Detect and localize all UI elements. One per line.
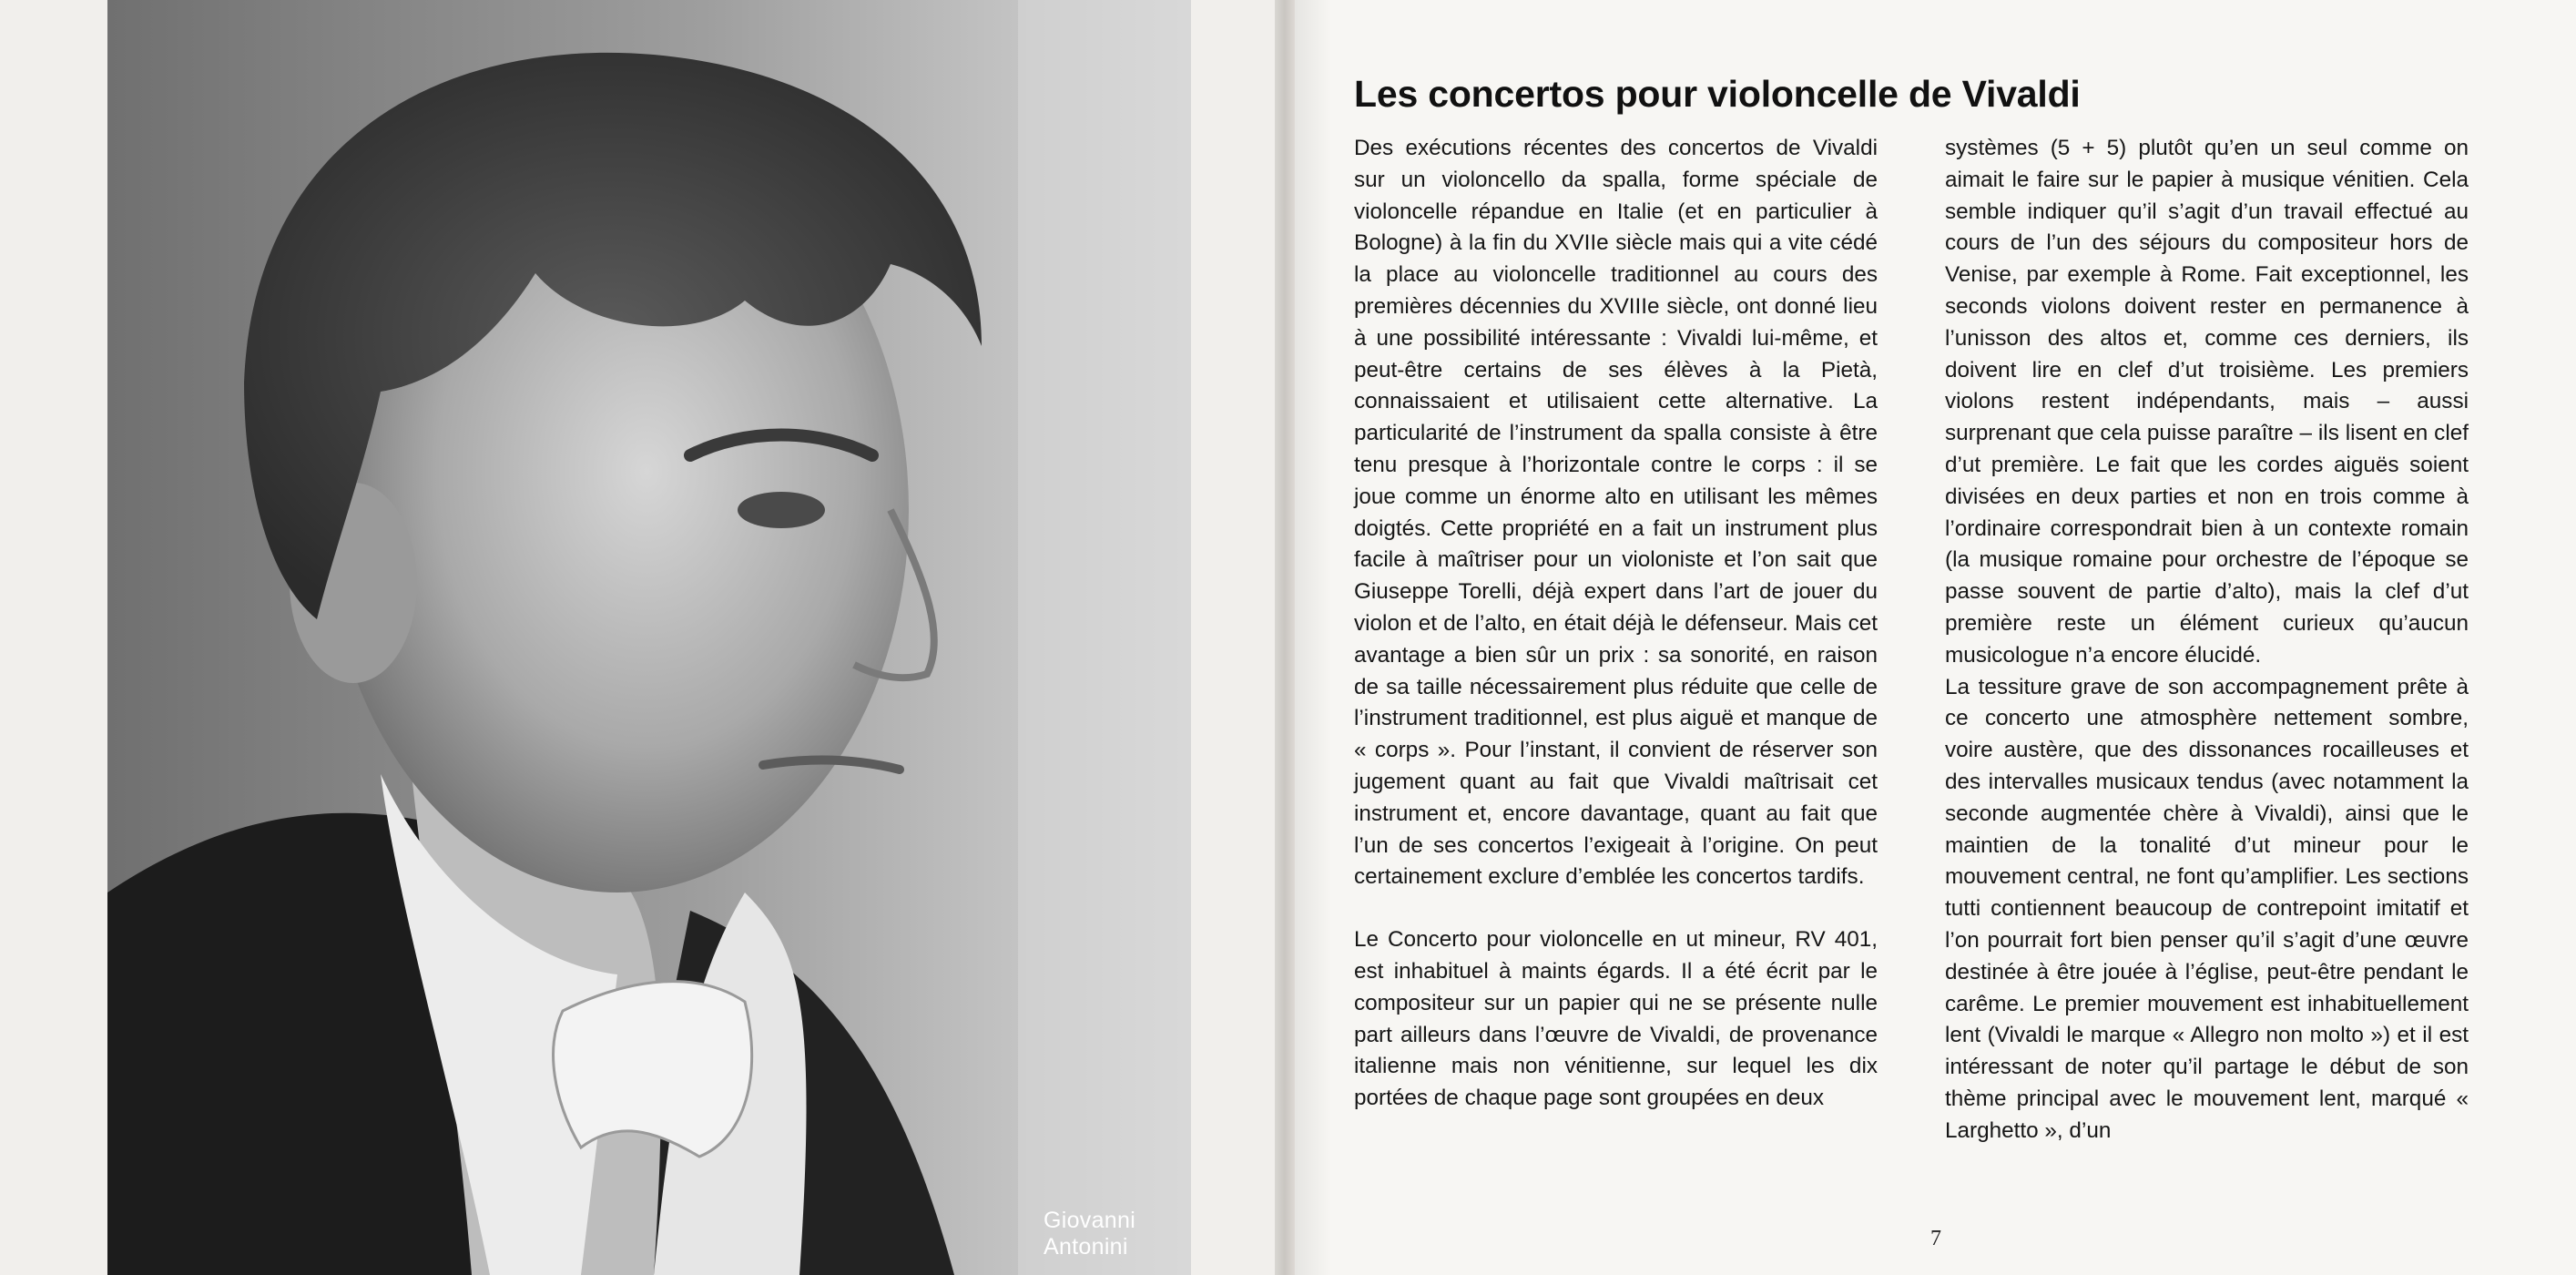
right-page xyxy=(1295,0,2576,1275)
photo-caption: Giovanni Antonini xyxy=(1044,1208,1136,1260)
text-column-left xyxy=(1354,133,1878,1115)
article-title: Les concertos pour violoncelle de Vivaldi xyxy=(1354,73,2081,115)
paragraph: La tessiture grave de son accompagnement prête à ce concerto une atmosphère nettement sombre, voire austère, que des dissonances rocailleuses et des intervalles musicaux tendus (avec notamment la seconde augmentée chère à Vivaldi), ainsi que le maintien de la tonalité d’ut mineur pour le mouvement central, ne font qu’amplifier. Les sections tutti contiennent beaucoup de contrepoint imitatif et l’on pourrait fort bien penser qu’il s’agit d’une œuvre destinée à être jouée à l’église, peut-être pendant le carême. Le premier mouvement est inhabituellement lent (Vivaldi le marque « Allegro non molto ») et il est intéressant de noter qu’il partage le début de son thème principal avec le mouvement lent, marqué « Larghetto », d’un xyxy=(1945,674,2469,1143)
paragraph: systèmes (5 + 5) plutôt qu’en un seul comme on aimait le faire sur le papier à musique vénitien. Cela semble indiquer qu’il s’agit d’un travail effectué au cours de l’un des séjours du compositeur hors de Venise, par exemple à Rome. Fait exceptionnel, les seconds violons doivent rester en permanence à l’unisson des altos et, comme ces derniers, ils doivent lire en clef d’ut troisième. Les premiers violons restent indépendants, mais – aussi surprenant que cela puisse paraître – ils lisent en clef d’ut première. Le fait que les cordes aiguës soient divisées en deux parties et non en trois comme à l’ordinaire correspondrait bien à un contexte romain (la musique romaine pour orchestre de l’époque se passe souvent de partie d’alto), mais la clef d’ut première reste un élément curieux qu’aucun musicologue n’a encore élucidé. xyxy=(1945,136,2469,668)
text-column-right xyxy=(1945,133,2469,1148)
left-page xyxy=(0,0,1275,1275)
book-spine xyxy=(1275,0,1295,1275)
portrait-illustration xyxy=(107,0,1191,1275)
page-number: 7 xyxy=(1930,1227,1941,1250)
paragraph: Des exécutions récentes des concertos de Vivaldi sur un violoncello da spalla, forme spéciale de violoncelle répandue en Italie (et en particulier à Bologne) à la fin du XVIIe siècle mais qui a vite cédé la place au violoncelle traditionnel au cours des premières décennies du XVIIIe siècle, ont donné lieu à une possibilité intéressante : Vivaldi lui-même, et peut-être certains de ses élèves à la Pietà, connaissaient et utilisaient cette alternative. La particularité de l’instrument da spalla consiste à être tenu presque à l’horizontale contre le corps : il se joue comme un énorme alto en utilisant les mêmes doigtés. Cette propriété en a fait un instrument plus facile à maîtriser pour un violoniste et l’on sait que Giuseppe Torelli, déjà expert dans l’art de jouer du violon et de l’alto, en était déjà le défenseur. Mais cet avantage a bien sûr un prix : sa sonorité, en raison de sa taille nécessairement plus réduite que celle de l’instrument traditionnel, est plus aiguë et manque de « corps ». Pour l’instant, il convient de réserver son jugement quant au fait que Vivaldi maîtrisait cet instrument et, encore davantage, quant au fait que l’un de ses concertos l’exigeait à l’origine. On peut certainement exclure d’emblée les concertos tardifs. xyxy=(1354,136,1878,890)
portrait-photo xyxy=(107,0,1191,1275)
page-gutter-shadow xyxy=(1295,0,1331,1275)
paragraph: Le Concerto pour violoncelle en ut mineur, RV 401, est inhabituel à maints égards. Il a été écrit par le compositeur sur un papier qui ne se présente nulle part ailleurs dans l’œuvre de Vivaldi, de provenance italienne mais non vénitienne, sur lequel les dix portées de chaque page sont groupées en deux xyxy=(1354,927,1878,1111)
